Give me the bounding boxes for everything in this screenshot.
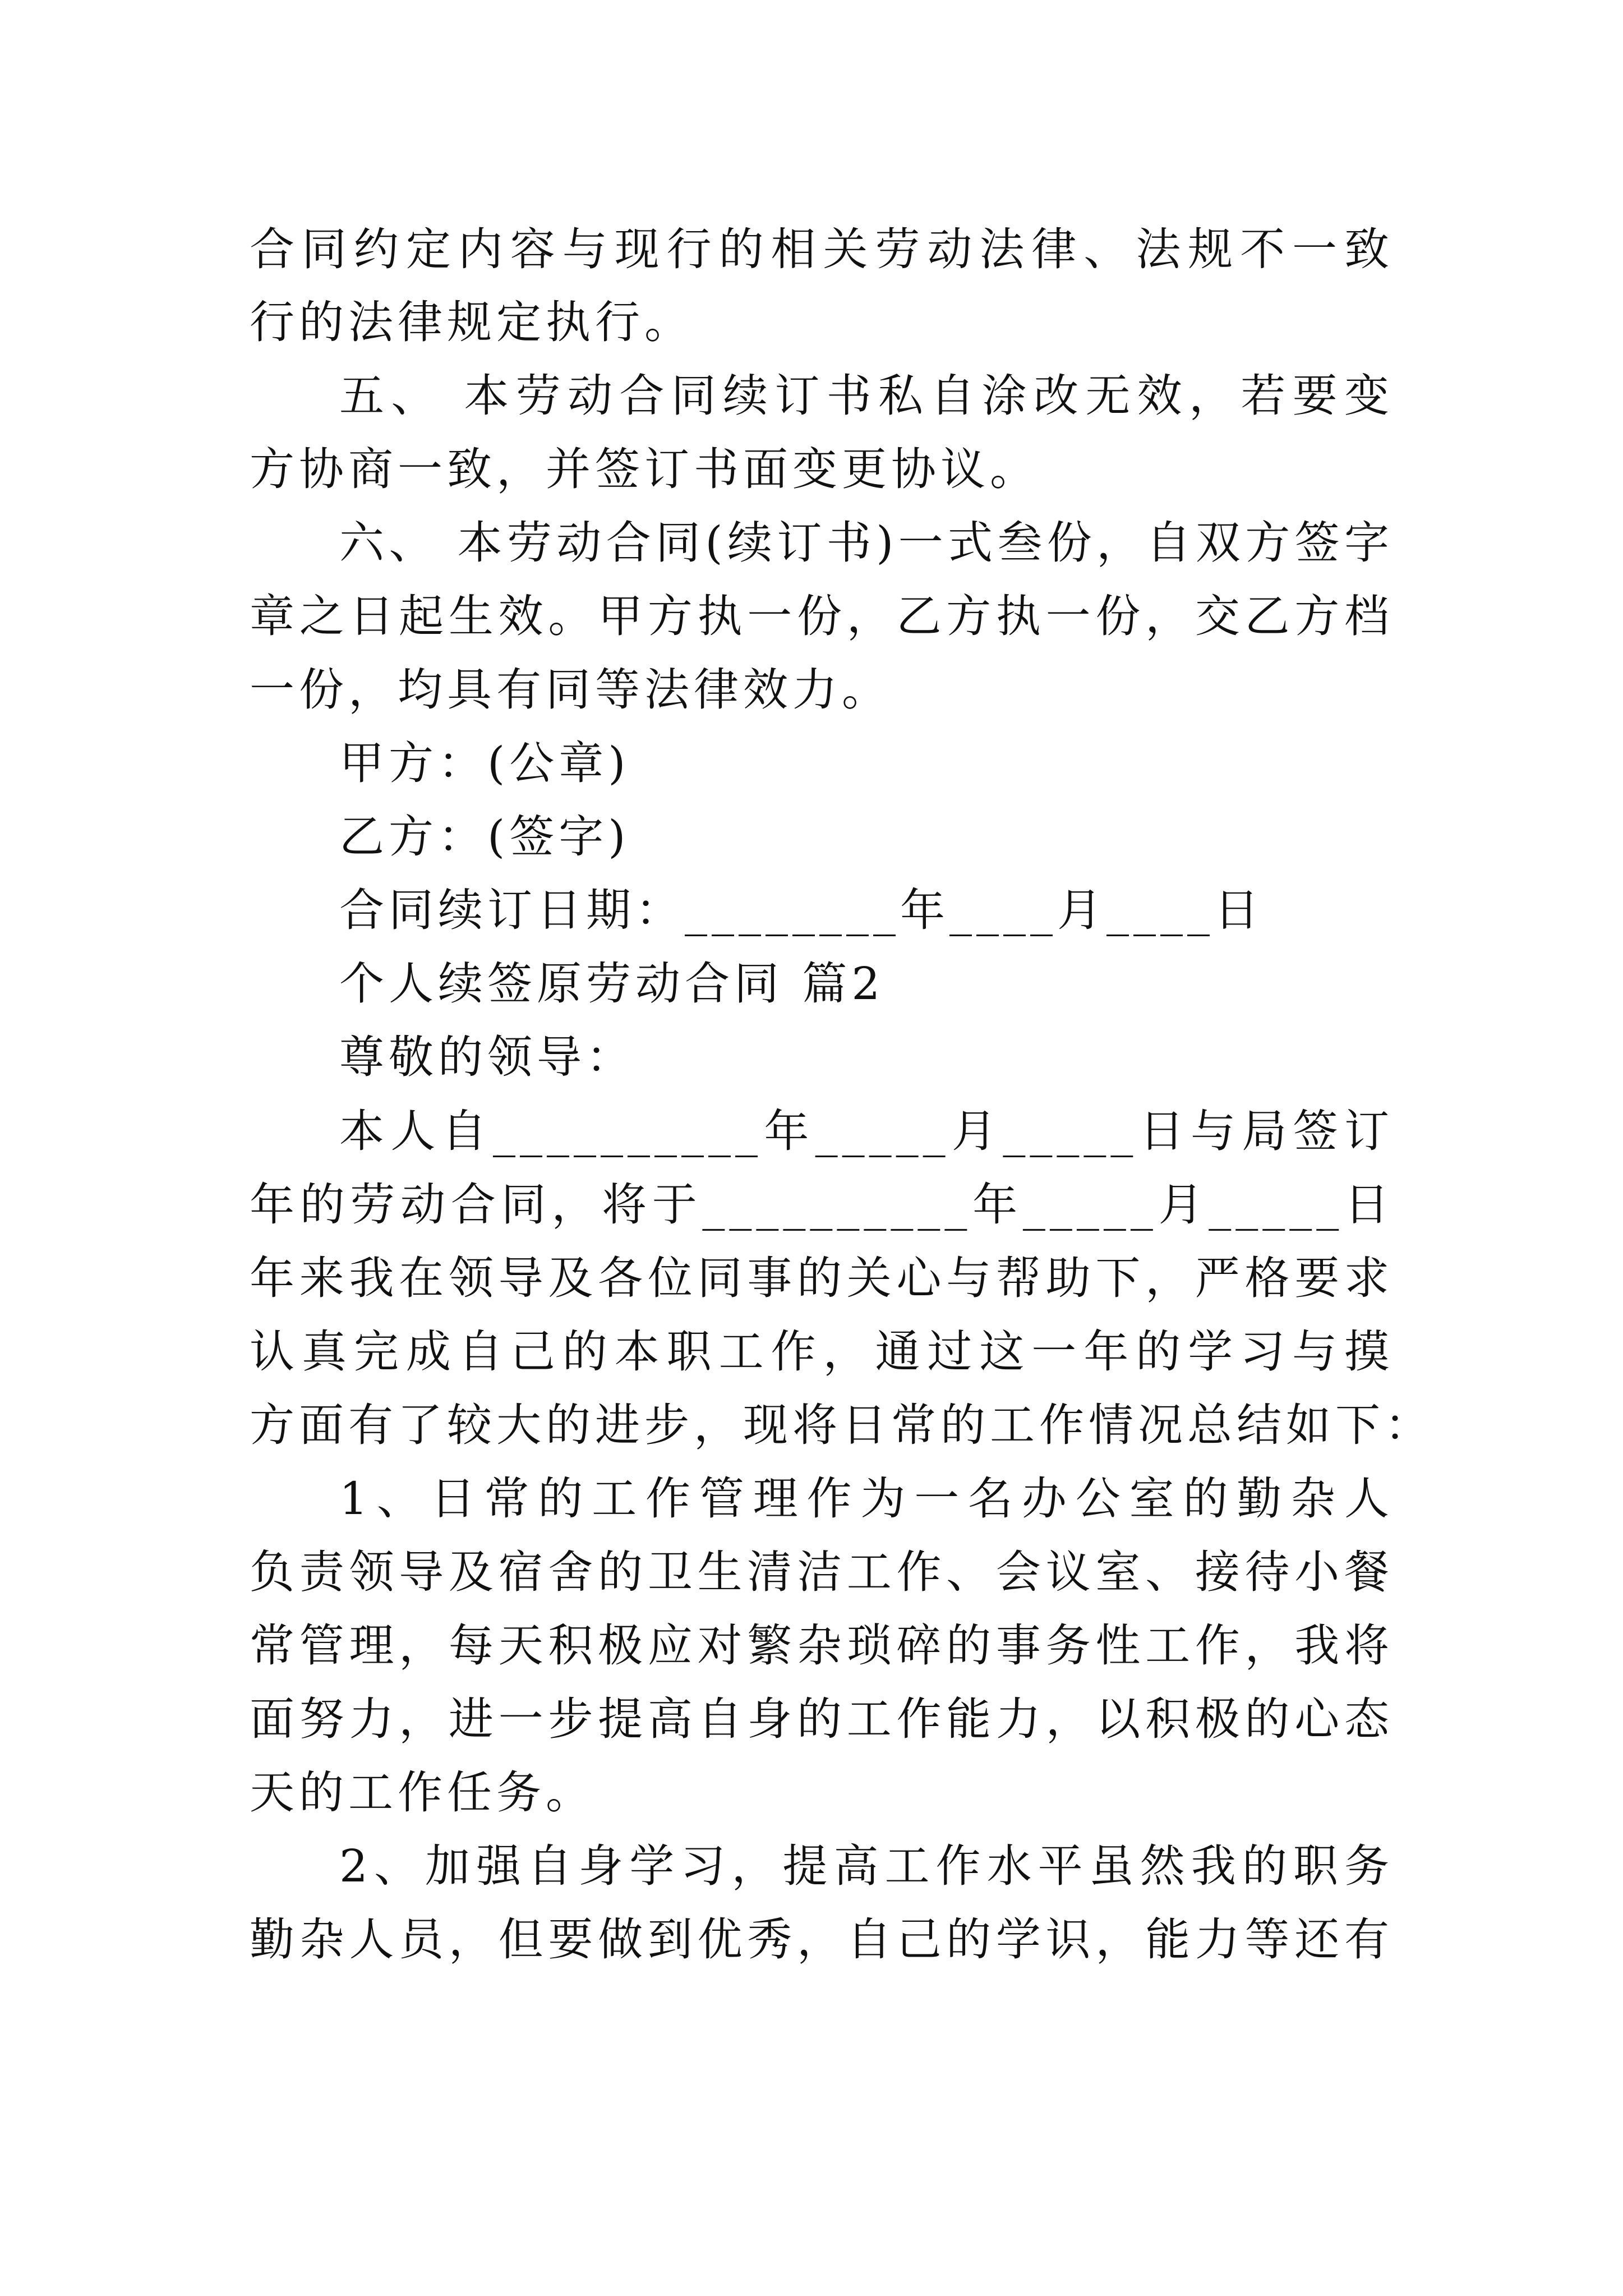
- party-b-signature: 乙方：(签字): [339, 811, 630, 863]
- paragraph-line: 合同约定内容与现行的相关劳动法律、法规不一致: [250, 223, 1394, 275]
- salutation: 尊敬的领导：: [339, 1031, 635, 1083]
- paragraph-line: 负责领导及宿舍的卫生清洁工作、会议室、接待小餐: [250, 1546, 1394, 1598]
- renewal-date-line: 合同续订日期：________年____月____日: [339, 884, 1264, 936]
- item-two-line: 2、加强自身学习，提高工作水平虽然我的职务: [339, 1840, 1394, 1892]
- clause-six-line: 六、 本劳动合同(续订书)一式叁份，自双方签字: [339, 517, 1394, 569]
- paragraph-line: 勤杂人员，但要做到优秀，自己的学识，能力等还有: [250, 1913, 1394, 1966]
- paragraph-line: 本人自__________年_____月_____日与局签订: [339, 1105, 1394, 1157]
- item-one-line: 1、日常的工作管理作为一名办公室的勤杂人: [339, 1473, 1394, 1525]
- paragraph-line: 一份，均具有同等法律效力。: [250, 664, 891, 716]
- paragraph-line: 年的劳动合同，将于__________年_____月_____日: [250, 1179, 1394, 1231]
- clause-five-line: 五、 本劳动合同续订书私自涂改无效，若要变: [339, 370, 1394, 422]
- paragraph-line: 章之日起生效。甲方执一份，乙方执一份，交乙方档: [250, 590, 1394, 642]
- party-a-seal: 甲方：(公章): [339, 737, 630, 789]
- paragraph-line: 天的工作任务。: [250, 1766, 595, 1819]
- paragraph-line: 方协商一致，并签订书面变更协议。: [250, 443, 1039, 495]
- paragraph-line: 年来我在领导及各位同事的关心与帮助下，严格要求: [250, 1252, 1394, 1304]
- paragraph-line: 常管理，每天积极应对繁杂琐碎的事务性工作，我将: [250, 1619, 1394, 1672]
- paragraph-line: 认真完成自己的本职工作，通过这一年的学习与摸: [250, 1326, 1394, 1378]
- paragraph-line: 面努力，进一步提高自身的工作能力，以积极的心态: [250, 1693, 1394, 1745]
- section-heading: 个人续签原劳动合同 篇2: [339, 958, 885, 1010]
- paragraph-line: 行的法律规定执行。: [250, 296, 694, 348]
- paragraph-line: 方面有了较大的进步，现将日常的工作情况总结如下：: [250, 1399, 1434, 1451]
